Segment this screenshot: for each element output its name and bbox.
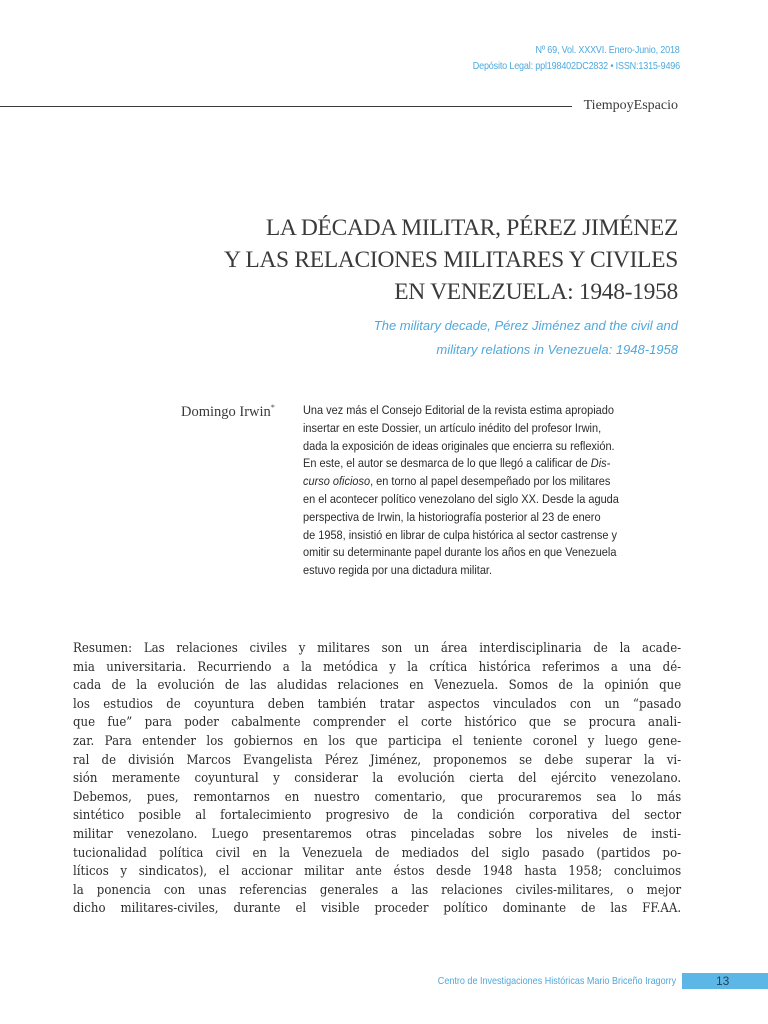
intro-line (303, 473, 643, 491)
intro-line: de 1958, insistió en librar de culpa histórica al sector castrense y (303, 527, 618, 542)
intro-italic-text: curso oficioso (303, 474, 371, 489)
header-rule (0, 106, 572, 107)
title-line: LA DÉCADA MILITAR, PÉREZ JIMÉNEZ (265, 215, 678, 241)
abstract-line: dicho militares-civiles, durante el visible proceder político dominante de las FF.AA. (73, 901, 682, 917)
intro-text: En este, el autor se desmarca de lo que llegó a calificar de (303, 456, 591, 471)
abstract-label: Resumen: (73, 641, 133, 656)
abstract-line: sintético posible al fortalecimiento progresivo de la condición corporativa del sector (73, 808, 682, 824)
subtitle-line: military relations in Venezuela: 1948-1958 (436, 342, 678, 357)
intro-line: en el acontecer político venezolano del siglo XX. Desde la aguda (303, 491, 619, 506)
abstract-line: zar. Para entender los gobiernos en los que participa el teniente coronel y luego gene- (73, 733, 682, 749)
author-name (181, 403, 275, 421)
intro-text: , en torno al papel desempeñado por los militares (370, 474, 611, 489)
intro-line (303, 455, 643, 473)
abstract-line: tucionalidad política civil en la Venezuela de mediados del siglo pasado (partidos po- (73, 845, 682, 861)
intro-line: dada la exposición de ideas originales que encierra su reflexión. (303, 438, 615, 453)
journal-section-name: TiempoyEspacio (583, 98, 678, 113)
abstract-line: sión meramente coyuntural y considerar la evolución cierta del ejército venezolano. (73, 771, 682, 787)
abstract-line (73, 640, 681, 659)
abstract-line: Debemos, pues, remontarnos en nuestro comentario, que procuraremos sea lo más (73, 789, 682, 805)
abstract-line: que fue” para poder cabalmente comprender el corte histórico que se procura anali- (73, 715, 682, 731)
intro-line: omitir su determinante papel durante los años en que Venezuela (303, 545, 617, 560)
intro-line: perspectiva de Irwin, la historiografía posterior al 23 de enero (303, 509, 601, 524)
abstract-line: líticos y sindicatos), el accionar militar ante éstos desde 1948 hasta 1958; concluimos (73, 864, 682, 880)
article-subtitle-english (374, 314, 678, 362)
article-title (224, 212, 678, 308)
abstract-text: Las relaciones civiles y militares son un área interdisciplinaria de la acade- (132, 641, 682, 656)
intro-line: Una vez más el Consejo Editorial de la revista estima apropiado (303, 403, 614, 417)
abstract-line: ral de división Marcos Evangelista Pérez Jiménez, proponemos se debe superar la vi- (73, 752, 682, 768)
intro-line: insertar en este Dossier, un artículo inédito del profesor Irwin, (303, 420, 602, 435)
abstract-line: la ponencia con unas referencias generales a las relaciones civiles-militares, o mejor (73, 882, 682, 898)
issue-info: Nº 69, Vol. XXXVI. Enero-Junio, 2018 (535, 44, 680, 56)
intro-italic-text: Dis- (590, 456, 611, 471)
abstract-line: mia universitaria. Recurriendo a la metódica y la crítica histórica referimos a una dé- (73, 659, 682, 675)
abstract-line: los estudios de coyuntura deben también tratar aspectos vinculados con un “pasado (73, 696, 682, 712)
abstract-line: militar venezolano. Luego presentaremos otras pinceladas sobre los niveles de insti- (73, 826, 682, 842)
title-line: Y LAS RELACIONES MILITARES Y CIVILES (223, 247, 678, 273)
footer-institution: Centro de Investigaciones Históricas Mario Briceño Iragorry (437, 975, 676, 987)
author-name-text: Domingo Irwin (181, 403, 271, 420)
intro-line: estuvo regida por una dictadura militar. (303, 563, 493, 578)
editorial-introduction (303, 402, 681, 580)
page-number: 13 (716, 974, 730, 988)
title-line: EN VENEZUELA: 1948-1958 (394, 279, 678, 305)
abstract (73, 640, 681, 919)
author-footnote-mark: * (270, 403, 275, 412)
subtitle-line: The military decade, Pérez Jiménez and the civil and (373, 318, 678, 333)
legal-deposit-info: Depósito Legal: ppl198402DC2832 • ISSN:1315-9496 (472, 60, 680, 72)
abstract-line: cada de la evolución de las aludidas relaciones en Venezuela. Somos de la opinión que (73, 678, 682, 694)
